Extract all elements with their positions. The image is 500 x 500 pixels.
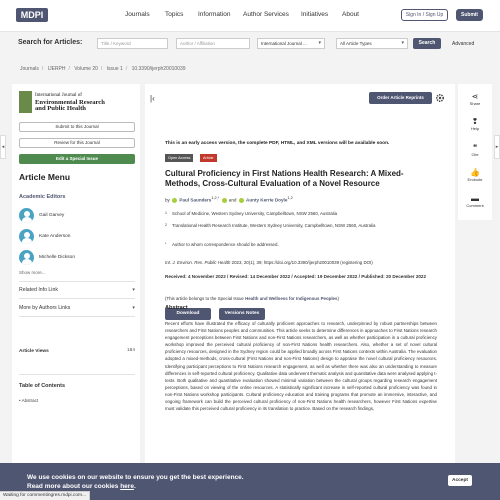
article-title: Cultural Proficiency in First Nations Health Research: A Mixed-Methods, Cross-Cultural Evaluation of a Novel Resource <box>165 169 404 188</box>
accept-cookies-button[interactable]: Accept <box>448 475 472 486</box>
early-access-notice: This is an early access version, the complete PDF, HTML, and XML versions will be available soon. <box>165 141 390 146</box>
journal-banner[interactable] <box>19 91 135 113</box>
submit-button[interactable]: Submit <box>456 9 483 21</box>
quote-icon: ❝ <box>472 143 478 152</box>
avatar <box>19 250 34 265</box>
help-icon: ❢ <box>471 117 479 126</box>
publication-dates: Received: 4 November 2022 / Revised: 14 December 2022 / Accepted: 19 December 2022 / Published: 20 December 2022 <box>165 274 427 279</box>
author-link[interactable]: Paul Saunders <box>179 197 212 203</box>
download-button[interactable]: Download <box>165 308 211 320</box>
submit-to-journal-button[interactable]: Submit to this Journal <box>19 122 135 132</box>
affiliation: * Author to whom correspondence should be addressed. <box>165 242 279 247</box>
search-label: Search for Articles: <box>18 39 83 46</box>
academic-editors-heading: Academic Editors <box>19 194 66 200</box>
divider <box>19 374 135 375</box>
breadcrumb-ijerph[interactable]: IJERPH <box>47 66 66 72</box>
title-keyword-input[interactable]: Title / Keyword <box>97 38 168 49</box>
editor-name: Kate Anderson <box>39 234 71 239</box>
chevron-down-icon: ▾ <box>132 305 135 311</box>
browser-status-bar: Waiting for commentingres.mdpi.com... <box>0 491 90 500</box>
nav-information[interactable]: Information <box>198 11 231 18</box>
advanced-search-link[interactable]: Advanced <box>452 41 475 47</box>
order-reprints-button[interactable]: Order Article Reprints <box>369 92 432 104</box>
top-navbar <box>0 0 500 32</box>
special-issue-note: (This article belongs to the Special Issue Health and Wellness for Indigenous Peoples) <box>165 296 339 301</box>
show-more-link[interactable]: Show more... <box>19 270 46 275</box>
editor-name: Michelle Dickson <box>39 255 75 260</box>
divider <box>19 298 135 299</box>
affiliation: 2 Translational Health Research Institute, Western Sydney University, Campbelltown, NSW 2560, Australia <box>165 223 376 228</box>
article-views-count: 184 <box>126 348 135 353</box>
more-by-authors-toggle[interactable]: More by Authors Links ▾ <box>19 305 135 311</box>
open-access-badge[interactable]: Open Access <box>165 154 193 162</box>
article-type-badge: Article <box>200 154 217 162</box>
review-for-journal-button[interactable]: Review for this Journal <box>19 138 135 148</box>
journal-cover-icon <box>19 91 32 113</box>
nav-topics[interactable]: Topics <box>165 11 184 18</box>
editor-item[interactable] <box>19 250 129 268</box>
author-link[interactable]: Aunty Kerrie Doyle <box>246 197 288 203</box>
related-info-toggle[interactable]: Related Info Link ▾ <box>19 287 135 293</box>
orcid-icon[interactable] <box>172 198 177 203</box>
article-views-label: Article Views <box>19 349 49 354</box>
cookie-message: We use cookies on our website to ensure you get the best experience. Read more about our cookies here. <box>27 474 244 490</box>
abstract-heading: Abstract <box>165 305 188 311</box>
collapse-sidebar-icon[interactable]: |‹ <box>150 94 155 103</box>
article-views <box>19 348 135 354</box>
nav-about[interactable]: About <box>342 11 359 18</box>
journal-select-value: International Journal ... <box>261 41 307 46</box>
toc-item-abstract[interactable]: • Abstract <box>19 398 39 403</box>
orcid-icon[interactable] <box>222 198 227 203</box>
share-icon: ⋖ <box>471 92 479 101</box>
nav-journals[interactable]: Journals <box>125 11 150 18</box>
right-toolbar <box>458 84 492 220</box>
search-bar <box>0 32 500 54</box>
breadcrumb-volume[interactable]: Volume 20 <box>74 66 98 72</box>
orcid-icon[interactable] <box>239 198 244 203</box>
share-tool[interactable]: ⋖ Share <box>458 92 492 106</box>
search-button[interactable]: Search <box>413 38 441 49</box>
help-tool[interactable]: ❢ Help <box>458 117 492 131</box>
comment-icon: ▬ <box>471 194 479 203</box>
journal-title: International Journal of Environmental Research and Public Health <box>35 93 105 112</box>
cookie-here-link[interactable]: here <box>120 483 134 490</box>
chevron-down-icon: ▾ <box>318 40 321 46</box>
abstract-text: Recent efforts have illustrated the efficacy of culturally proficient approaches to research, underpinned by robust partnerships between researchers and First Nations peoples and communities. This article seeks to determine differences in approaches to First Nations research engagement perceptions between First Nations and non-First Nations researchers, as well as whether participation in a cultural proficiency workshop improved the perceived cultural proficiency of non-First Nations health researchers. Also, whether a set of novel cultural proficiency resources, designed in the Sydney region could be applied broadly across First Nations contexts within Australia. The evaluation adopted a mixed-methods, cross-cultural (First Nations and non-First Nations) design to appraise the novel cultural proficiency resources. Identifying participant perceptions to First Nations research engagement, as well as whether there was also an understanding to measure differences in self-reported cultural proficiency. Qualitative data underwent thematic analysis and quantitative data were analysed applying t-tests. Both qualitative and quantitative evaluation showed minimal variation between the cultural groups regarding research engagement perceptions, based on viewing of the online resources. A statistically significant increase in self-reported cultural proficiency was found in non-First Nations workshop participants. Cultural proficiency education and training programs that promote an immersive, interactive, and ongoing framework can build the perceived cultural proficiency of non-First Nations health researchers, however First Nations expertise must validate this perceived cultural proficiency in its translation to practice. Based on the research findings, <box>165 321 437 412</box>
breadcrumb-doi: 10.3390/ijerph20010039 <box>131 66 186 72</box>
toc-title: Table of Contents <box>19 383 66 389</box>
mdpi-logo[interactable]: MDPI <box>16 8 48 22</box>
divider <box>19 316 135 317</box>
breadcrumb: Journals / IJERPH / Volume 20 / Issue 1 / 10.3390/ijerph20010039 <box>20 66 186 72</box>
editor-item[interactable] <box>19 208 129 226</box>
cite-tool[interactable]: ❝ Cite <box>458 143 492 157</box>
gear-icon[interactable] <box>435 93 445 103</box>
nav-initiatives[interactable]: Initiatives <box>301 11 329 18</box>
article-type-select[interactable] <box>336 38 408 49</box>
journal-select[interactable] <box>257 38 325 49</box>
editor-name: Gail Garvey <box>39 213 65 218</box>
thumbs-up-icon: 👍 <box>470 168 480 177</box>
divider <box>19 281 135 282</box>
left-sidebar <box>12 84 140 500</box>
article-menu-title: Article Menu <box>19 172 71 182</box>
article-content <box>145 84 455 500</box>
chevron-down-icon: ▾ <box>401 40 404 46</box>
citation: Int. J. Environ. Res. Public Health 2023, 20(1), 39; https://doi.org/10.3390/ijerph20010039 (registering DOI) <box>165 260 373 265</box>
avatar <box>19 208 34 223</box>
author-list: by Paul Saunders$^{1,2,*}$ and Aunty Kerrie Doyle$^{1,2}$ <box>165 196 293 203</box>
nav-author-services[interactable]: Author Services <box>243 11 289 18</box>
versions-notes-button[interactable]: Versions Notes <box>219 308 265 320</box>
comment-tool[interactable]: ▬ Comment <box>458 194 492 208</box>
sign-in-button[interactable]: Sign In / Sign Up <box>401 9 448 21</box>
special-issue-link[interactable]: Health and Wellness for Indigenous Peoples <box>245 296 338 301</box>
article-type-value: All Article Types <box>340 41 372 46</box>
avatar <box>19 229 34 244</box>
prev-article-arrow[interactable]: ◂ <box>0 135 6 159</box>
breadcrumb-journals[interactable]: Journals <box>20 66 39 72</box>
editor-item[interactable] <box>19 229 129 247</box>
breadcrumb-issue[interactable]: Issue 1 <box>106 66 123 72</box>
affiliation: 1 School of Medicine, Western Sydney University, Campbelltown, NSW 2560, Australia <box>165 211 338 216</box>
endnote-tool[interactable]: 👍 Endnote <box>458 168 492 182</box>
next-article-arrow[interactable]: ▸ <box>494 135 500 159</box>
edit-special-issue-button[interactable]: Edit a Special Issue <box>19 154 135 164</box>
chevron-down-icon: ▾ <box>132 287 135 293</box>
author-affiliation-input[interactable]: Author / Affiliation <box>176 38 250 49</box>
